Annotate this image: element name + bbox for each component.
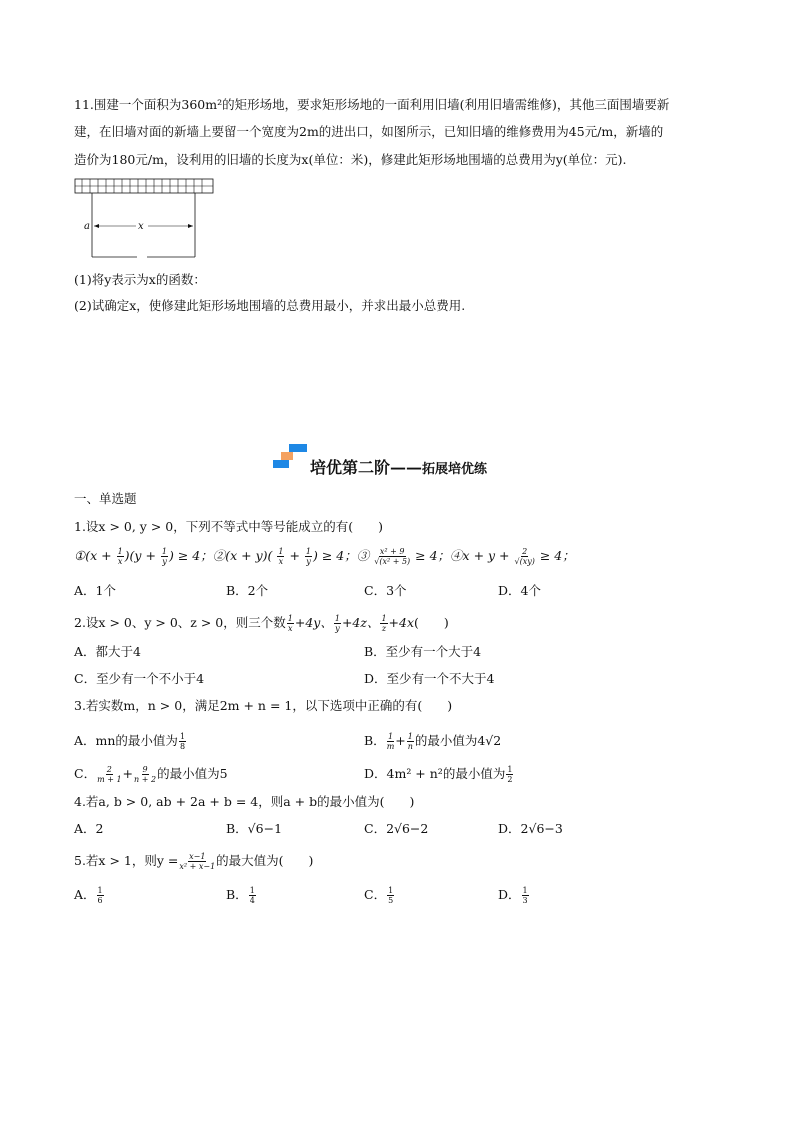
- q11-part2: (2)试确定x，使修建此矩形场地围墙的总费用最小，并求出最小总费用.: [74, 298, 466, 313]
- q11-line2: 建，在旧墙对面的新墙上要留一个宽度为2m的进出口，如图所示，已知旧墙的维修费用为45元/m，新墙的: [74, 124, 664, 139]
- q5-option-b: B． $\frac{1}{4}$: [226, 886, 255, 905]
- q2-stem-prefix: 2.设x > 0、y > 0、z > 0，则三个数: [74, 615, 286, 630]
- section-title: 一、单选题: [74, 491, 137, 506]
- heading-sub: 拓展培优练: [422, 462, 488, 477]
- q3-option-d: D．4m² + n²的最小值为 $\frac{1}{2}$: [364, 765, 513, 784]
- heading-dash: ——: [390, 458, 423, 477]
- q3-option-c-text: 的最小值为5: [157, 766, 228, 781]
- q2-option-d: D．至少有一个不大于4: [364, 671, 495, 686]
- q11-line1: 11.围建一个面积为360m²的矩形场地，要求矩形场地的一面利用旧墙(利用旧墙需维修)，其他三面围墙要新: [74, 97, 670, 112]
- heading-decoration-icon: [273, 444, 307, 472]
- q5-option-b-label: B．: [226, 887, 248, 902]
- q1-expressions: ①(x + $\frac{1}{x}$ )(y + $\frac{1}{y}$ ) ≥ 4；②(x + y)( $\frac{1}{x}$ + $\frac{1}{y}$ ) ≥ 4；③ $\frac{\text{x² + 9}}{\text{√(x² + 5)}}$ ≥ 4；④x + y + $\frac{2}{√(xy)}$ ≥ 4；: [74, 547, 575, 566]
- q4-stem: 4.若a, b > 0, ab + 2a + b = 4，则a + b的最小值为( ): [74, 794, 415, 809]
- figure-label-x: x: [138, 221, 144, 232]
- q2-option-a: A．都大于4: [74, 644, 141, 659]
- q1-option-c: C．3个: [364, 583, 407, 598]
- field-diagram: [74, 178, 214, 260]
- q3-option-d-text: D．4m² + n²的最小值为: [364, 766, 506, 781]
- q1-stem: 1.设x > 0, y > 0，下列不等式中等号能成立的有( ): [74, 519, 383, 534]
- q3-stem: 3.若实数m，n > 0，满足2m + n = 1，以下选项中正确的有( ): [74, 698, 453, 713]
- section-heading: [310, 455, 487, 478]
- q5-option-c: C． $\frac{1}{5}$: [364, 886, 394, 905]
- q2-option-c: C．至少有一个不小于4: [74, 671, 205, 686]
- heading-main: 培优第二阶: [310, 458, 391, 477]
- q3-option-a-text: A．mn的最小值为: [74, 733, 178, 748]
- q2-stem: 2.设x > 0、y > 0、z > 0，则三个数 $\frac{1}{x}$ +4y、 $\frac{1}{y}$ +4z、 $\frac{1}{z}$ +4x( ): [74, 614, 449, 633]
- q1-option-b: B．2个: [226, 583, 269, 598]
- q3-option-b-text: 的最小值为4√2: [414, 733, 502, 748]
- q1-option-d: D．4个: [498, 583, 541, 598]
- q11-line3: 造价为180元/m，设利用的旧墙的长度为x(单位：米)，修建此矩形场地围墙的总费用为y(单位：元).: [74, 152, 627, 167]
- q5-option-c-label: C．: [364, 887, 387, 902]
- q3-option-a: A．mn的最小值为 $\frac{1}{8}$: [74, 732, 186, 751]
- q4-option-a: A．2: [74, 821, 104, 836]
- q5-stem-suffix: 的最大值为( ): [216, 853, 314, 868]
- q3-option-c: C． $\frac{2}{m + 1}$ + $\frac{9}{n + 2}$ 的最小值为5: [74, 765, 228, 784]
- q5-option-a-label: A．: [74, 887, 96, 902]
- q2-stem-suffix: ( ): [414, 615, 449, 630]
- q2-option-b: B．至少有一个大于4: [364, 644, 482, 659]
- q5-option-d-label: D．: [498, 887, 521, 902]
- q4-option-b: B．√6−1: [226, 821, 283, 836]
- figure-label-a: a: [84, 221, 90, 232]
- q11-part1: (1)将y表示为x的函数：: [74, 272, 206, 287]
- q5-option-d: D． $\frac{1}{3}$: [498, 886, 528, 905]
- q5-stem: 5.若x > 1，则y = $\frac{x-1}{\text{x² + x−1}}$ 的最大值为( ): [74, 852, 314, 871]
- q5-stem-prefix: 5.若x > 1，则y =: [74, 853, 179, 868]
- q4-option-c: C．2√6−2: [364, 821, 429, 836]
- q1-option-a: A．1个: [74, 583, 116, 598]
- q3-option-b: B． $\frac{1}{m}$ + $\frac{1}{n}$ 的最小值为4√2: [364, 732, 502, 751]
- q4-option-d: D．2√6−3: [498, 821, 563, 836]
- q5-option-a: A． $\frac{1}{6}$: [74, 886, 103, 905]
